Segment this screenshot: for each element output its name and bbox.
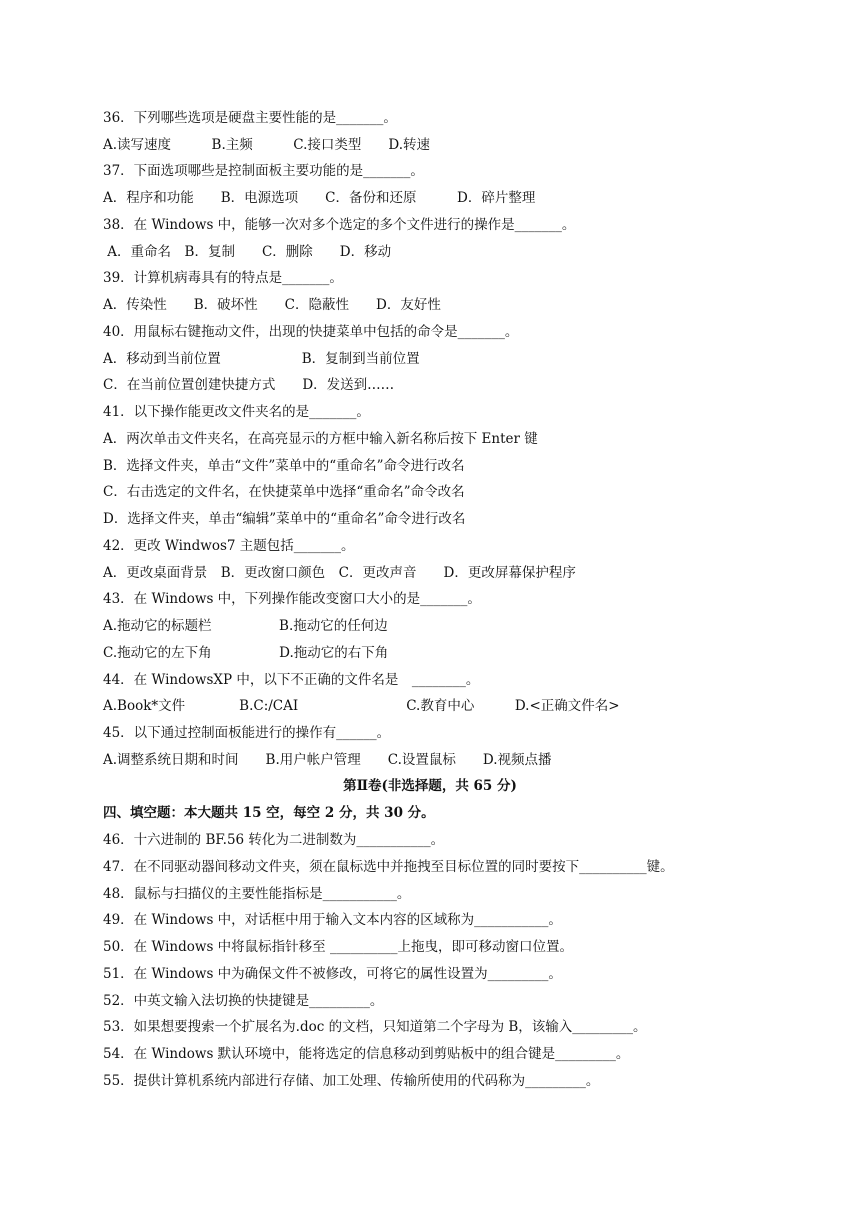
question-43: 43．在 Windows 中，下列操作能改变窗口大小的是_______。 bbox=[103, 591, 481, 607]
question-55: 55．提供计算机系统内部进行存储、加工处理、传输所使用的代码称为_________。 bbox=[103, 1073, 600, 1089]
question-45-options: A.调整系统日期和时间 B.用户帐户管理 C.设置鼠标 D.视频点播 bbox=[103, 752, 552, 768]
question-42: 42．更改 Windwos7 主题包括_______。 bbox=[103, 538, 355, 554]
question-40-options-ab: A．移动到当前位置 B．复制到当前位置 bbox=[103, 351, 420, 367]
question-41-option-d: D．选择文件夹，单击“编辑”菜单中的“重命名”命令进行改名 bbox=[103, 511, 466, 527]
question-40: 40．用鼠标右键拖动文件，出现的快捷菜单中包括的命令是_______。 bbox=[103, 324, 519, 340]
question-52: 52．中英文输入法切换的快捷键是_________。 bbox=[103, 993, 384, 1009]
question-37-options: A．程序和功能 B．电源选项 C．备份和还原 D．碎片整理 bbox=[103, 190, 536, 206]
question-36: 36．下列哪些选项是硬盘主要性能的是_______。 bbox=[103, 110, 397, 126]
question-44: 44．在 WindowsXP 中，以下不正确的文件名是 ________。 bbox=[103, 672, 480, 688]
question-42-options: A．更改桌面背景 B．更改窗口颜色 C．更改声音 D．更改屏幕保护程序 bbox=[103, 565, 576, 581]
question-37: 37．下面选项哪些是控制面板主要功能的是_______。 bbox=[103, 163, 424, 179]
question-39-options: A．传染性 B．破坏性 C．隐蔽性 D．友好性 bbox=[103, 297, 441, 313]
question-48: 48．鼠标与扫描仪的主要性能指标是___________。 bbox=[103, 886, 411, 902]
question-51: 51．在 Windows 中为确保文件不被修改，可将它的属性设置为_________。 bbox=[103, 966, 562, 982]
question-41-option-c: C．右击选定的文件名，在快捷菜单中选择“重命名”命令改名 bbox=[103, 484, 465, 500]
question-53: 53．如果想要搜索一个扩展名为.doc 的文档，只知道第二个字母为 B，该输入_________。 bbox=[103, 1019, 647, 1035]
question-41-option-a: A．两次单击文件夹名，在高亮显示的方框中输入新名称后按下 Enter 键 bbox=[103, 431, 538, 447]
question-44-options: A.Book*文件 B.C:/CAI C.教育中心 D.<正确文件名> bbox=[103, 698, 620, 714]
question-43-options-cd: C.拖动它的左下角 D.拖动它的右下角 bbox=[103, 645, 389, 661]
question-40-options-cd: C．在当前位置创建快捷方式 D．发送到…… bbox=[103, 377, 395, 393]
question-50: 50．在 Windows 中将鼠标指针移至 __________上拖曳，即可移动窗口位置。 bbox=[103, 939, 573, 955]
question-49: 49．在 Windows 中，对话框中用于输入文本内容的区域称为___________。 bbox=[103, 912, 562, 928]
question-45: 45．以下通过控制面板能进行的操作有______。 bbox=[103, 725, 391, 741]
question-46: 46．十六进制的 BF.56 转化为二进制数为___________。 bbox=[103, 832, 445, 848]
question-39: 39．计算机病毒具有的特点是_______。 bbox=[103, 270, 343, 286]
question-38-options: A．重命名 B．复制 C．删除 D．移动 bbox=[103, 244, 392, 260]
question-38: 38．在 Windows 中，能够一次对多个选定的多个文件进行的操作是_______。 bbox=[103, 217, 576, 233]
section-title: 第Ⅱ卷(非选择题，共 65 分) bbox=[343, 778, 517, 794]
question-41-option-b: B．选择文件夹，单击“文件”菜单中的“重命名”命令进行改名 bbox=[103, 458, 465, 474]
question-47: 47．在不同驱动器间移动文件夹，须在鼠标选中并拖拽至目标位置的同时要按下__________键。 bbox=[103, 859, 674, 875]
question-36-options: A.读写速度 B.主频 C.接口类型 D.转速 bbox=[103, 137, 431, 153]
question-41: 41．以下操作能更改文件夹名的是_______。 bbox=[103, 404, 370, 420]
section-instructions: 四、填空题：本大题共 15 空，每空 2 分，共 30 分。 bbox=[103, 805, 435, 821]
question-43-options-ab: A.拖动它的标题栏 B.拖动它的任何边 bbox=[103, 618, 388, 634]
question-54: 54．在 Windows 默认环境中，能将选定的信息移动到剪贴板中的组合键是_________。 bbox=[103, 1046, 630, 1062]
